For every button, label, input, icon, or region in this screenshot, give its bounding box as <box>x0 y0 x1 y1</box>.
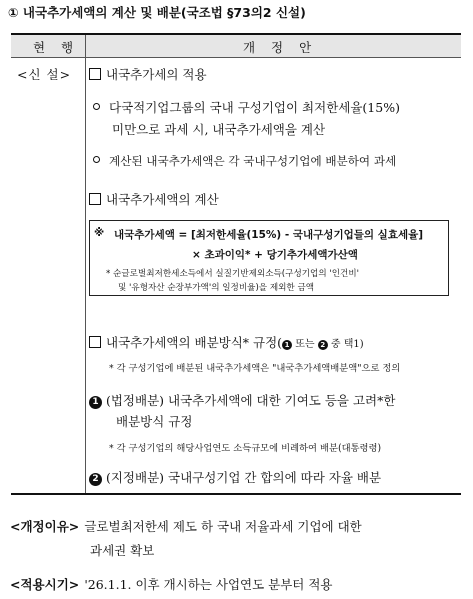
formula-mark: ※ <box>94 227 105 239</box>
option-2-line-1: 2 (지정배분) 국내구성기업 간 합의에 따라 자율 배분 <box>89 468 381 486</box>
number-2-badge: 2 <box>89 473 102 486</box>
section-3-note: * 각 구성기업에 배분된 내국추가세액은 "내국추가세액배분액"으로 정의 <box>109 363 401 374</box>
column-divider <box>85 35 86 493</box>
formula-line-1: 내국추가세액 = [최저한세율(15%) - 국내구성기업들의 실효세율] <box>114 229 424 241</box>
checkbox-square-icon <box>89 193 101 205</box>
reason-text-1: 글로벌최저한세 제도 하 국내 저율과세 기업에 대한 <box>84 519 362 534</box>
section-3-title: 내국추가세액의 배분방식* 규정( 1 또는 2 중 택1) <box>89 333 364 351</box>
header-revised: 개 정 안 <box>243 40 318 55</box>
number-1-badge: 1 <box>89 396 102 409</box>
current-cell-new: <신 설> <box>17 67 72 82</box>
section-heading: ① 내국추가세액의 계산 및 배분(국조법 §73의2 신설) <box>8 5 306 20</box>
formula-note-2: 및 '유형자산 순장부가액'의 일정비율)을 제외한 금액 <box>118 283 315 293</box>
formula-line-2: × 초과이익* + 당기추가세액가산액 <box>192 249 358 261</box>
option-1-note: * 각 구성기업의 해당사업연도 소득규모에 비례하여 배분(대통령령) <box>109 443 382 454</box>
section-1-bullet-1: 다국적기업그룹의 국내 구성기업이 최저한세율(15%) <box>93 98 400 116</box>
formula-note-1: * 순글로벌최저한세소득에서 실질기반제외소득(구성기업의 '인건비' <box>106 269 360 279</box>
option-1-line-2: 배분방식 규정 <box>116 414 193 429</box>
section-1-bullet-2: 계산된 내국추가세액은 각 국내구성기업에 배분하여 과세 <box>93 153 396 169</box>
revision-reason <box>10 516 362 535</box>
effective-text: '26.1.1. 이후 개시하는 사업연도 분부터 적용 <box>84 577 333 592</box>
section-1-bullet-1-cont: 미만으로 과세 시, 내국추가세액을 계산 <box>112 122 326 137</box>
header-current: 현 행 <box>33 40 80 55</box>
circle-bullet-icon <box>93 156 100 163</box>
effective-label: <적용시기> <box>10 577 80 592</box>
effective-date <box>10 574 333 593</box>
circle-bullet-icon <box>93 103 100 110</box>
checkbox-square-icon <box>89 336 101 348</box>
section-1-title: 내국추가세의 적용 <box>89 65 207 83</box>
option-1-badge: 1 <box>282 340 292 350</box>
revision-table <box>11 33 461 495</box>
reason-text-2: 과세권 확보 <box>90 543 155 558</box>
option-2-badge: 2 <box>318 340 328 350</box>
table-header <box>11 35 461 58</box>
reason-label: <개정이유> <box>10 519 80 534</box>
option-1-line-1: 1 (법정배분) 내국추가세액에 대한 기여도 등을 고려*한 <box>89 391 395 409</box>
section-2-title: 내국추가세액의 계산 <box>89 190 219 208</box>
checkbox-square-icon <box>89 68 101 80</box>
formula-box <box>89 220 449 296</box>
